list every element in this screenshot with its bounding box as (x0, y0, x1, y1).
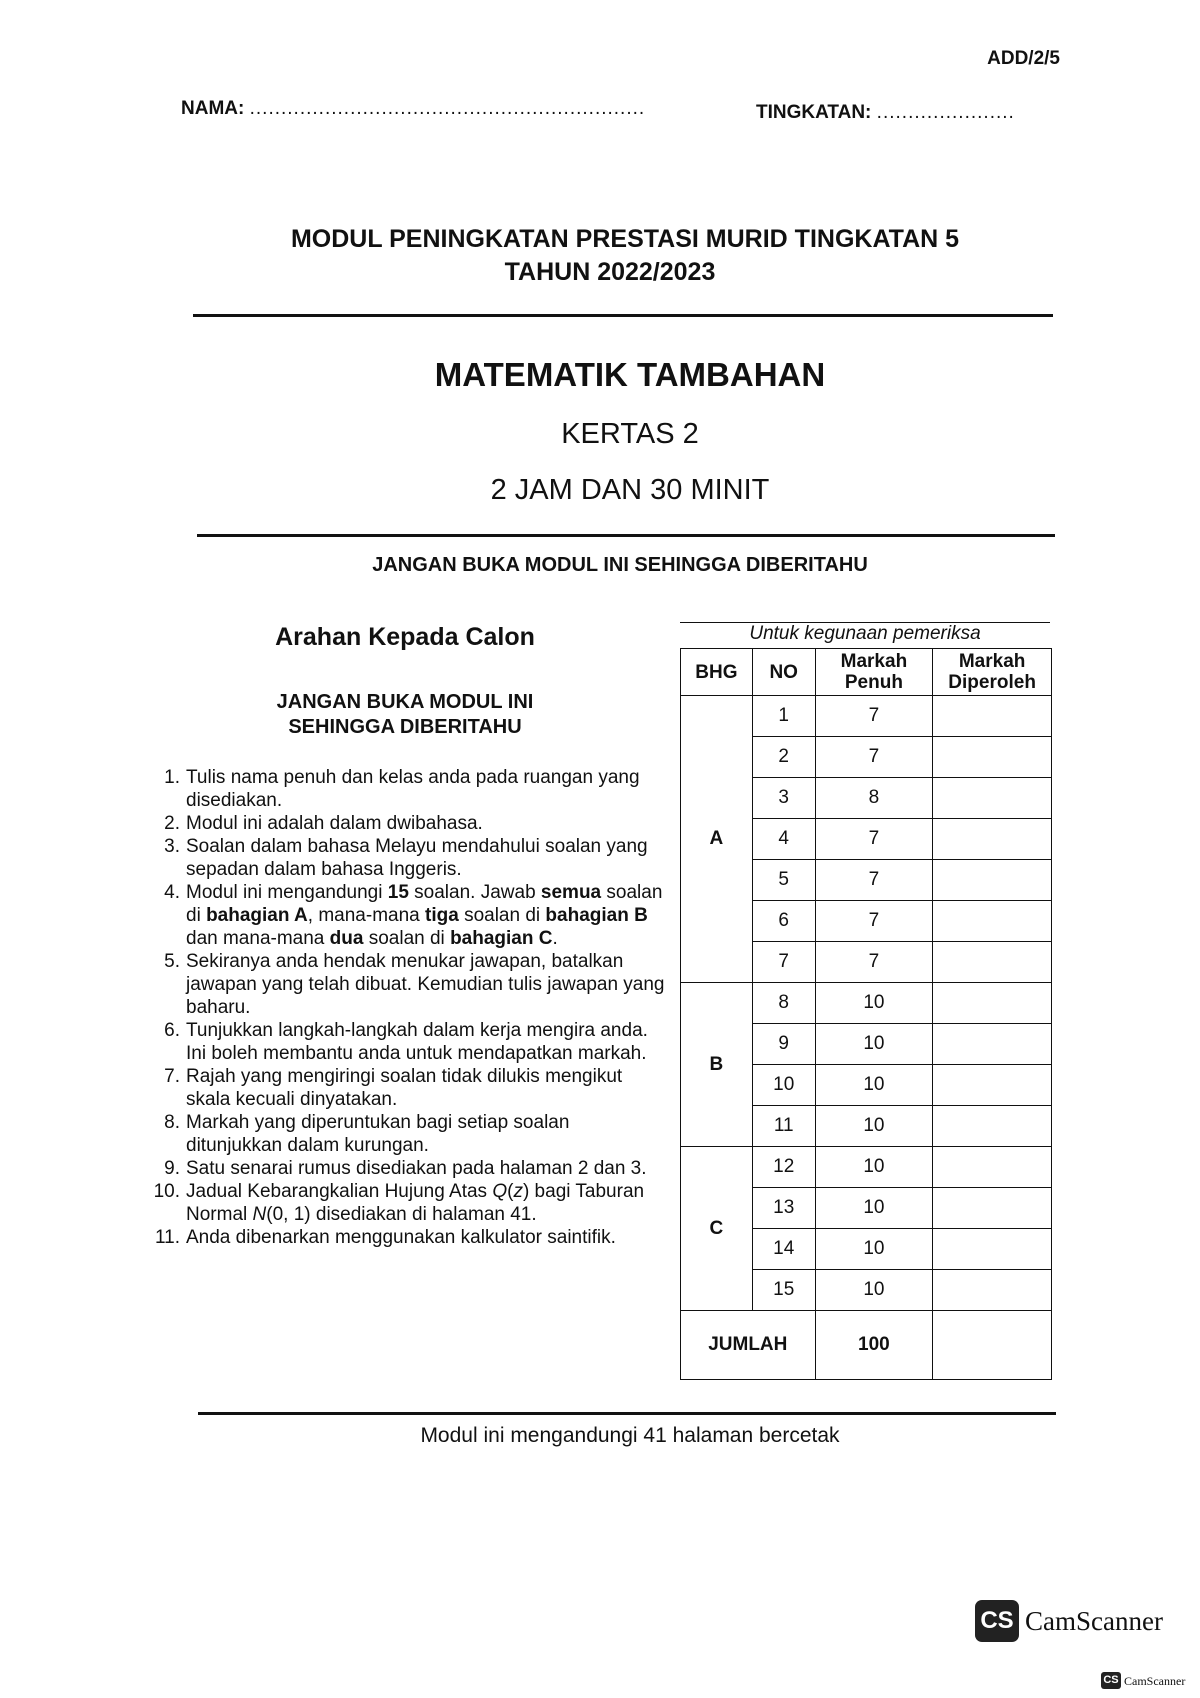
full-marks-cell: 7 (815, 737, 933, 778)
full-marks-cell: 8 (815, 778, 933, 819)
exam-duration: 2 JAM DAN 30 MINIT (490, 474, 770, 506)
full-marks-cell: 10 (815, 1188, 933, 1229)
camscanner-small-logo-icon: CS (1101, 1672, 1121, 1689)
total-full-marks: 100 (815, 1311, 933, 1380)
marks-obtained-cell[interactable] (933, 1229, 1052, 1270)
table-caption: Untuk kegunaan pemeriksa (749, 623, 981, 644)
page-count-note: Modul ini mengandungi 41 halaman bercetak (420, 1424, 840, 1447)
instruction-item (150, 881, 670, 950)
item-number: 9. (164, 1158, 180, 1179)
camscanner-logo-icon: CS (975, 1600, 1019, 1642)
instruction-item (150, 1019, 670, 1065)
item-text: Sekiranya anda hendak menukar jawapan, batalkan jawapan yang telah dibuat. Kemudian tulis jawapan yang baharu. (186, 951, 665, 1018)
section-cell: A (681, 696, 753, 983)
item-number: 11. (154, 1227, 180, 1248)
marks-obtained-cell[interactable] (933, 1106, 1052, 1147)
item-text: Modul ini adalah dalam dwibahasa. (186, 813, 483, 834)
instruction-item (150, 950, 670, 1019)
item-text: Soalan dalam bahasa Melayu mendahului soalan yang sepadan dalam bahasa Inggeris. (186, 836, 648, 880)
marks-obtained-cell[interactable] (933, 737, 1052, 778)
full-marks-cell: 10 (815, 1024, 933, 1065)
section-cell: B (681, 983, 753, 1147)
total-row (681, 1311, 1052, 1380)
instructions-list (150, 766, 670, 1249)
full-marks-cell: 10 (815, 983, 933, 1024)
divider (193, 314, 1053, 317)
module-year: TAHUN 2022/2023 (504, 258, 716, 286)
form-label: TINGKATAN: (756, 102, 872, 123)
total-label: JUMLAH (681, 1311, 816, 1380)
marks-obtained-cell[interactable] (933, 1188, 1052, 1229)
full-marks-cell: 7 (815, 819, 933, 860)
table-row (681, 1147, 1052, 1188)
instructions-warning (190, 690, 620, 740)
item-text: Tulis nama penuh dan kelas anda pada ruangan yang disediakan. (186, 767, 640, 811)
full-marks-cell: 7 (815, 901, 933, 942)
marks-obtained-cell[interactable] (933, 696, 1052, 737)
question-number-cell: 7 (752, 942, 815, 983)
marks-obtained-cell[interactable] (933, 819, 1052, 860)
item-number: 7. (164, 1066, 180, 1087)
item-number: 6. (164, 1020, 180, 1041)
question-number-cell: 8 (752, 983, 815, 1024)
instruction-item (150, 1157, 670, 1180)
item-number: 8. (164, 1112, 180, 1133)
item-text: Tunjukkan langkah-langkah dalam kerja mengira anda. Ini boleh membantu anda untuk mendapatkan markah. (186, 1020, 648, 1064)
form-field[interactable] (756, 102, 1015, 124)
item-text: Anda dibenarkan menggunakan kalkulator saintifik. (186, 1227, 616, 1248)
subject-title: MATEMATIK TAMBAHAN (434, 356, 826, 393)
item-text: Markah yang diperuntukan bagi setiap soalan ditunjukkan dalam kurungan. (186, 1112, 570, 1156)
marks-table (680, 648, 1052, 1380)
module-title: MODUL PENINGKATAN PRESTASI MURID TINGKATAN 5 (290, 225, 960, 253)
table-header-row (681, 649, 1052, 696)
divider (198, 1412, 1056, 1415)
question-number-cell: 5 (752, 860, 815, 901)
instruction-item (150, 1180, 670, 1226)
name-label: NAMA: (181, 98, 245, 119)
header-section: BHG (681, 649, 753, 696)
marks-obtained-cell[interactable] (933, 1147, 1052, 1188)
name-blank: ............................................................... (249, 98, 646, 119)
camscanner-small-watermark: CamScanner (1124, 1674, 1186, 1688)
camscanner-watermark: CamScanner (1025, 1606, 1163, 1636)
instruction-item (150, 1226, 670, 1249)
item-text: Jadual Kebarangkalian Hujung Atas Q(z) bagi Taburan Normal N(0, 1) disediakan di halaman 41. (186, 1181, 645, 1225)
name-field[interactable] (181, 98, 645, 120)
marks-obtained-cell[interactable] (933, 860, 1052, 901)
instructions-heading: Arahan Kepada Calon (275, 623, 535, 651)
divider (197, 534, 1055, 537)
marks-obtained-cell[interactable] (933, 983, 1052, 1024)
question-number-cell: 13 (752, 1188, 815, 1229)
table-row (681, 983, 1052, 1024)
full-marks-cell: 10 (815, 1147, 933, 1188)
question-number-cell: 2 (752, 737, 815, 778)
marks-obtained-cell[interactable] (933, 1024, 1052, 1065)
full-marks-cell: 7 (815, 860, 933, 901)
item-text: Satu senarai rumus disediakan pada halaman 2 dan 3. (186, 1158, 647, 1179)
item-text: Modul ini mengandungi 15 soalan. Jawab semua soalan di bahagian A, mana-mana tiga soalan di bahagian B dan mana-mana dua soalan di bahagian C. (186, 882, 663, 949)
paper-code: ADD/2/5 (987, 48, 1060, 69)
instruction-item (150, 835, 670, 881)
instruction-item (150, 1065, 670, 1111)
header-marks-obtained: Markah Diperoleh (933, 649, 1052, 696)
form-blank: ...................... (876, 102, 1015, 123)
marks-obtained-cell[interactable] (933, 1065, 1052, 1106)
question-number-cell: 1 (752, 696, 815, 737)
question-number-cell: 4 (752, 819, 815, 860)
instruction-item (150, 1111, 670, 1157)
item-number: 3. (164, 836, 180, 857)
instruction-item (150, 812, 670, 835)
full-marks-cell: 7 (815, 942, 933, 983)
full-marks-cell: 10 (815, 1270, 933, 1311)
full-marks-cell: 10 (815, 1106, 933, 1147)
item-number: 4. (164, 882, 180, 903)
header-number: NO (752, 649, 815, 696)
question-number-cell: 11 (752, 1106, 815, 1147)
question-number-cell: 10 (752, 1065, 815, 1106)
full-marks-cell: 7 (815, 696, 933, 737)
item-number: 5. (164, 951, 180, 972)
question-number-cell: 3 (752, 778, 815, 819)
marks-obtained-cell[interactable] (933, 1270, 1052, 1311)
table-row (681, 696, 1052, 737)
marks-obtained-cell[interactable] (933, 778, 1052, 819)
question-number-cell: 15 (752, 1270, 815, 1311)
question-number-cell: 12 (752, 1147, 815, 1188)
marks-obtained-cell[interactable] (933, 942, 1052, 983)
full-marks-cell: 10 (815, 1065, 933, 1106)
section-cell: C (681, 1147, 753, 1311)
total-marks-obtained[interactable] (933, 1311, 1052, 1380)
item-number: 1. (164, 767, 180, 788)
question-number-cell: 6 (752, 901, 815, 942)
header-full-marks: Markah Penuh (815, 649, 933, 696)
item-number: 10. (153, 1181, 180, 1202)
full-marks-cell: 10 (815, 1229, 933, 1270)
instructions-warning-line: JANGAN BUKA MODUL INI (276, 691, 534, 713)
question-number-cell: 14 (752, 1229, 815, 1270)
item-number: 2. (164, 813, 180, 834)
warning-text: JANGAN BUKA MODUL INI SEHINGGA DIBERITAHU (372, 554, 868, 576)
marks-obtained-cell[interactable] (933, 901, 1052, 942)
item-text: Rajah yang mengiringi soalan tidak dilukis mengikut skala kecuali dinyatakan. (186, 1066, 623, 1110)
paper-number: KERTAS 2 (561, 418, 699, 450)
instructions-warning-line: SEHINGGA DIBERITAHU (288, 716, 522, 738)
instruction-item (150, 766, 670, 812)
question-number-cell: 9 (752, 1024, 815, 1065)
